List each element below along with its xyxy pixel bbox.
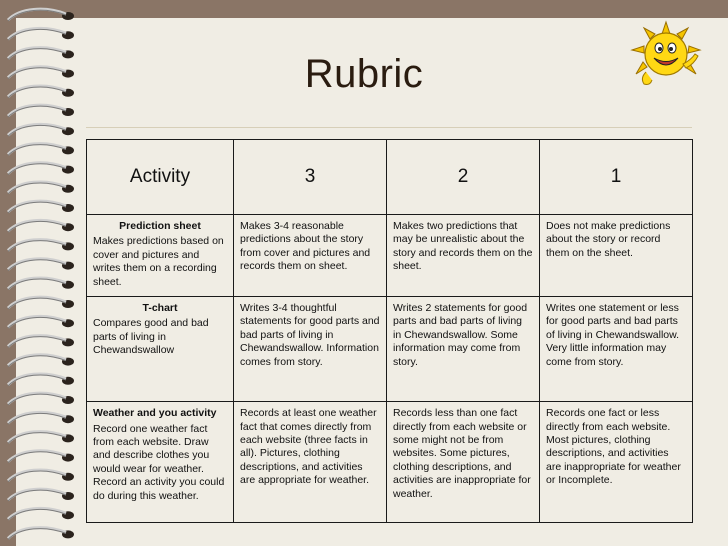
page-title: Rubric (304, 52, 424, 96)
spiral-ring (8, 412, 74, 424)
spiral-ring (8, 355, 74, 367)
header-score-1: 1 (540, 140, 693, 215)
score-2-cell: Records less than one fact directly from each website or some might not be from websites. Some pictures, clothing descriptions, and activities are inappropriate for weather. (387, 402, 540, 523)
criterion-description: Makes predictions based on cover and pictures and writes them on a recording sheet. (93, 235, 224, 288)
criterion-cell (87, 215, 234, 297)
score-1-cell: Writes one statement or less for good parts and bad parts of living in Chewandswallow. Very little information may come from story. (540, 296, 693, 401)
spiral-ring (8, 182, 74, 194)
spiral-ring (8, 528, 74, 540)
score-1-cell: Does not make predictions about the story or record them on the sheet. (540, 215, 693, 297)
spiral-ring (8, 336, 74, 348)
criterion-cell (87, 402, 234, 523)
spiral-ring (8, 9, 74, 21)
spiral-ring (8, 240, 74, 252)
score-1-cell: Records one fact or less directly from each website. Most pictures, clothing descriptions, and activities are inappropriate for weather or Incomplete. (540, 402, 693, 523)
spiral-ring (8, 144, 74, 156)
criterion-title: Weather and you activity (93, 407, 217, 420)
score-3-cell: Records at least one weather fact that comes directly from each website (three facts in all). Pictures, clothing descriptions, and activities are appropriate for weather. (234, 402, 387, 523)
header-score-3: 3 (234, 140, 387, 215)
header-activity: Activity (87, 140, 234, 215)
spiral-ring (8, 297, 74, 309)
criterion-description: Compares good and bad parts of living in Chewandswallow (93, 317, 209, 357)
table-row (87, 402, 693, 523)
spiral-ring (8, 201, 74, 213)
header-score-2: 2 (387, 140, 540, 215)
score-2-cell: Writes 2 statements for good parts and bad parts of living in Chewandswallow. Some information may come from story. (387, 296, 540, 401)
score-3-cell: Makes 3-4 reasonable predictions about the story from cover and pictures and records them on sheet. (234, 215, 387, 297)
spiral-ring (8, 432, 74, 444)
spiral-ring (8, 451, 74, 463)
spiral-ring (8, 508, 74, 520)
spiral-ring (8, 105, 74, 117)
header-row (87, 140, 693, 215)
criterion-description: Record one weather fact from each website. Draw and describe clothes you would wear for weather. Record an activity you could do during this weather. (93, 422, 225, 502)
spiral-ring (8, 28, 74, 40)
spiral-ring (8, 489, 74, 501)
spiral-ring (8, 393, 74, 405)
criterion-cell (87, 296, 234, 401)
criterion-title: Prediction sheet (119, 220, 201, 232)
spiral-ring (8, 163, 74, 175)
criterion-title: T-chart (142, 301, 178, 314)
score-3-cell: Writes 3-4 thoughtful statements for good parts and bad parts of living in Chewandswallow. Information comes from story. (234, 296, 387, 401)
spiral-ring (8, 374, 74, 386)
spiral-ring (8, 316, 74, 328)
table-row (87, 296, 693, 401)
spiral-ring (8, 124, 74, 136)
table-row (87, 215, 693, 297)
spiral-ring (8, 220, 74, 232)
rubric-table (86, 139, 693, 523)
spiral-ring (8, 278, 74, 290)
spiral-ring (8, 470, 74, 482)
spiral-ring (8, 259, 74, 271)
score-2-cell: Makes two predictions that may be unrealistic about the story and records them on the sheet. (387, 215, 540, 297)
title-divider (86, 127, 692, 128)
